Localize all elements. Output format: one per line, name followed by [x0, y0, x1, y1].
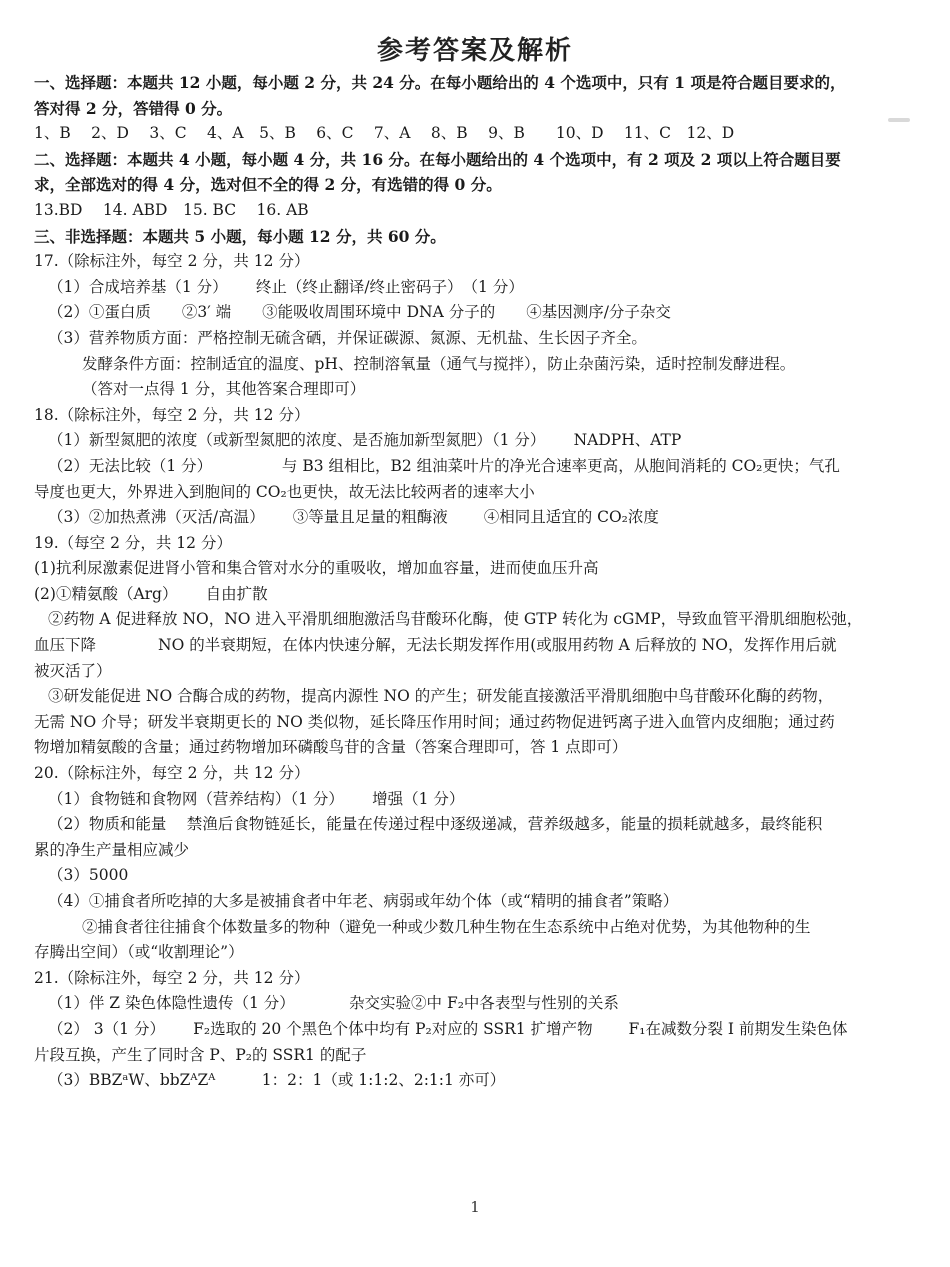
- answer-line: （2）物质和能量 禁渔后食物链延长，能量在传递过程中逐级递减，营养级越多，能量的损耗就越多，最终能积: [48, 815, 823, 834]
- answer-line: 累的净生产量相应减少: [34, 840, 190, 859]
- answer-line: 20.（除标注外，每空 2 分，共 12 分）: [34, 764, 310, 783]
- answer-line: 物增加精氨酸的含量；通过药物增加环磷酸鸟苷的含量（答案合理即可，答 1 点即可）: [34, 738, 628, 757]
- answer-line: 19.（每空 2 分，共 12 分）: [34, 533, 232, 552]
- page-title: 参考答案及解析: [376, 36, 573, 66]
- answer-line: 三、非选择题：本题共 5 小题，每小题 12 分，共 60 分。: [34, 226, 446, 246]
- answer-line: （4）①捕食者所吃掉的大多是被捕食者中年老、病弱或年幼个体（或“精明的捕食者”策略）: [48, 892, 679, 910]
- answer-line: ②药物 A 促进释放 NO，NO 进入平滑肌细胞激活鸟苷酸环化酶，使 GTP 转化为 cGMP，导致血管平滑肌细胞松弛，: [48, 610, 863, 629]
- answer-line: （1）合成培养基（1 分） 终止（终止翻译/终止密码子） （1 分）: [48, 277, 524, 296]
- answer-line: 无需 NO 介导；研发半衰期更长的 NO 类似物，延长降压作用时间；通过药物促进钙离子进入血管内皮细胞；通过药: [34, 712, 835, 731]
- answer-line: (1)抗利尿激素促进肾小管和集合管对水分的重吸收，增加血容量，进而使血压升高: [34, 559, 599, 578]
- answer-line: （3）BBZᵃW、bbZᴬZᴬ 1：2：1（或 1:1:2、2:1:1 亦可）: [48, 1071, 506, 1090]
- answer-line: 血压下降 NO 的半衰期短，在体内快速分解，无法长期发挥作用(或服用药物 A 后释放的 NO，发挥作用后就: [34, 636, 837, 655]
- answer-line: 1、B 2、D 3、C 4、A 5、B 6、C 7、A 8、B 9、B 10、D 11、C 12、D: [34, 124, 735, 143]
- answer-line: （1）食物链和食物网（营养结构）（1 分） 增强（1 分）: [48, 789, 465, 808]
- answer-line: 被灭活了）: [34, 661, 112, 680]
- answer-line: 存腾出空间）（或“收割理论”）: [34, 943, 244, 962]
- answer-content: [34, 70, 918, 1094]
- answer-line: 一、选择题：本题共 12 小题，每小题 2 分，共 24 分。在每小题给出的 4 个选项中，只有 1 项是符合题目要求的，: [34, 73, 846, 92]
- answer-line: 18.（除标注外，每空 2 分，共 12 分）: [34, 405, 310, 424]
- answer-line: （3）5000: [48, 866, 129, 885]
- answer-line: 片段互换，产生了同时含 P、P₂的 SSR1 的配子: [34, 1045, 367, 1064]
- answer-line: 二、选择题：本题共 4 小题，每小题 4 分，共 16 分。在每小题给出的 4 个选项中，有 2 项及 2 项以上符合题目要: [34, 149, 841, 169]
- answer-line: （3）②加热煮沸（灭活/高温） ③等量且足量的粗酶液 ④相同且适宜的 CO₂浓度: [48, 508, 659, 527]
- answer-line: 21.（除标注外，每空 2 分，共 12 分）: [34, 968, 310, 987]
- answer-line: ②捕食者往往捕食个体数量多的物种（避免一种或少数几种生物在生态系统中占绝对优势，为其他物种的生: [82, 917, 811, 936]
- answer-line: （2）无法比较（1 分） 与 B3 组相比，B2 组油菜叶片的净光合速率更高，从胞间消耗的 CO₂更快；气孔: [48, 456, 840, 475]
- answer-line: 答对得 2 分，答错得 0 分。: [34, 98, 233, 118]
- answer-line: （2） 3（1 分） F₂选取的 20 个黑色个体中均有 P₂对应的 SSR1 扩增产物 F₁在减数分裂 I 前期发生染色体: [48, 1019, 848, 1038]
- answer-line: （1）伴 Z 染色体隐性遗传（1 分） 杂交实验②中 F₂中各表型与性别的关系: [48, 994, 619, 1013]
- answer-line: ③研发能促进 NO 合酶合成的药物，提高内源性 NO 的产生；研发能直接激活平滑肌细胞中鸟苷酸环化酶的药物，: [48, 687, 834, 706]
- page-number: 1: [470, 1198, 480, 1216]
- answer-line: 17.（除标注外，每空 2 分，共 12 分）: [34, 252, 310, 271]
- answer-line: 求，全部选对的得 4 分，选对但不全的得 2 分，有选错的得 0 分。: [34, 175, 502, 195]
- answer-line: （3）营养物质方面：严格控制无硫含硒，并保证碳源、氮源、无机盐、生长因子齐全。: [48, 328, 647, 347]
- answer-line: 发酵条件方面：控制适宜的温度、pH、控制溶氧量（通气与搅拌），防止杂菌污染，适时控制发酵进程。: [82, 354, 796, 373]
- answer-line: (2)①精氨酸（Arg） 自由扩散: [34, 584, 268, 603]
- answer-line: （答对一点得 1 分，其他答案合理即可）: [82, 380, 366, 399]
- answer-line: （2）①蛋白质 ②3′ 端 ③能吸收周围环境中 DNA 分子的 ④基因测序/分子杂交: [48, 303, 671, 322]
- answer-line: 13.BD 14. ABD 15. BC 16. AB: [34, 200, 309, 219]
- answer-line: （1）新型氮肥的浓度（或新型氮肥的浓度、是否施加新型氮肥）（1 分） NADPH、ATP: [48, 431, 682, 450]
- answer-line: 导度也更大，外界进入到胞间的 CO₂也更快，故无法比较两者的速率大小: [34, 482, 535, 501]
